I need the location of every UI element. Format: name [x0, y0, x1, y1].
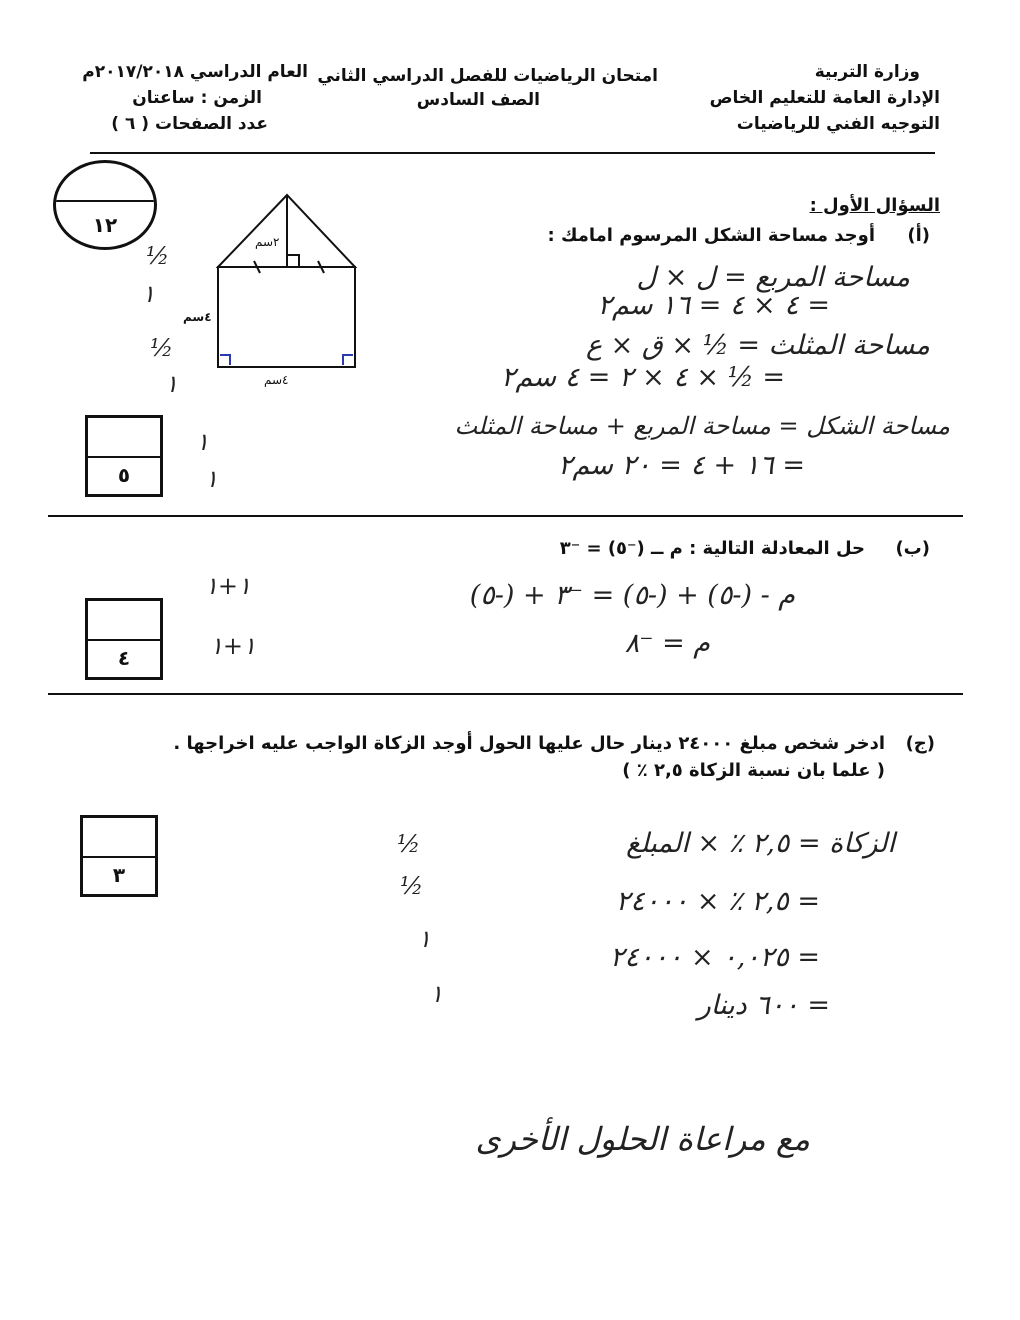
- page-count: عدد الصفحات ( ٦ ): [111, 114, 268, 134]
- mark: ١: [430, 980, 443, 1008]
- work-line: مساحة المثلث = ½ × ق × ع: [585, 330, 930, 361]
- grade-label: الصف السادس: [416, 90, 540, 110]
- part-b-question: حل المعادلة التالية : م ــ (⁻٥) = ⁻٣: [559, 538, 865, 559]
- section-divider: [48, 515, 963, 517]
- administration-name: الإدارة العامة للتعليم الخاص: [709, 88, 940, 108]
- part-c-question: ادخر شخص مبلغ ٢٤٠٠٠ دينار حال عليها الحول أوجد الزكاة الواجب عليه اخراجها .: [173, 733, 885, 754]
- work-line: = ½ × ٤ × ٢ = ٤ سم٢: [500, 362, 785, 393]
- part-a-label: (أ): [907, 225, 930, 246]
- mark: ١: [165, 370, 178, 398]
- question-1-title: السؤال الأول :: [809, 195, 940, 216]
- total-score-circle: [53, 160, 157, 250]
- mark: ١+١: [205, 572, 251, 600]
- mark: ١: [205, 465, 218, 493]
- mark: ١: [142, 280, 155, 308]
- side-label: ٤سم: [183, 310, 212, 324]
- right-angle-mark: [287, 255, 299, 267]
- part-a-question: أوجد مساحة الشكل المرسوم امامك :: [547, 225, 875, 246]
- score-box-c: [80, 815, 158, 897]
- mark: ١: [196, 428, 209, 456]
- work-line: = ٢,٥ ٪ × ٢٤٠٠٠: [615, 886, 820, 917]
- score-value: ٣: [112, 863, 126, 887]
- work-line: مساحة الشكل = مساحة المربع + مساحة المثلث: [454, 412, 950, 440]
- mark: ١: [418, 925, 431, 953]
- work-line: = ١٦ + ٤ = ٢٠ سم٢: [557, 450, 805, 481]
- part-c-label: (ج): [905, 733, 935, 754]
- height-label: ٢سم: [255, 235, 280, 249]
- square-shape: [218, 267, 355, 367]
- mark: ½: [150, 334, 174, 362]
- ministry-name: وزارة التربية: [814, 62, 920, 82]
- footer-note: مع مراعاة الحلول الأخرى: [475, 1120, 810, 1158]
- work-line: الزكاة = ٢,٥ ٪ × المبلغ: [626, 828, 895, 859]
- total-score-value: ١٢: [92, 213, 118, 237]
- part-c-note: ( علما بان نسبة الزكاة ٢,٥ ٪ ): [622, 760, 885, 781]
- score-value: ٤: [117, 646, 131, 670]
- header-divider: [90, 152, 935, 154]
- exam-duration: الزمن : ساعتان: [132, 88, 262, 108]
- mark: ½: [400, 872, 424, 900]
- work-line: م - (-٥) + (-٥) = ⁻٣ + (-٥): [469, 580, 795, 611]
- part-b-label: (ب): [895, 538, 930, 559]
- mark: ١+١: [210, 632, 256, 660]
- mark: ½: [146, 242, 170, 270]
- house-figure: [170, 185, 370, 395]
- score-box-b: [85, 598, 163, 680]
- mark: ½: [397, 830, 421, 858]
- work-line: مساحة المربع = ل × ل: [636, 262, 910, 293]
- section-divider: [48, 693, 963, 695]
- base-label: ٤سم: [264, 373, 289, 387]
- work-line: م = ⁻٨: [624, 628, 710, 659]
- work-line: = ٠,٠٢٥ × ٢٤٠٠٠: [609, 942, 820, 973]
- work-line: = ٦٠٠ دينار: [697, 990, 830, 1021]
- work-line: = ٤ × ٤ = ١٦ سم٢: [597, 290, 830, 321]
- score-value: ٥: [117, 463, 131, 487]
- academic-year: العام الدراسي ٢٠١٧/٢٠١٨م: [82, 62, 308, 82]
- exam-title: امتحان الرياضيات للفصل الدراسي الثاني: [317, 66, 658, 86]
- score-box-a: [85, 415, 163, 497]
- supervision-name: التوجيه الفني للرياضيات: [736, 114, 940, 134]
